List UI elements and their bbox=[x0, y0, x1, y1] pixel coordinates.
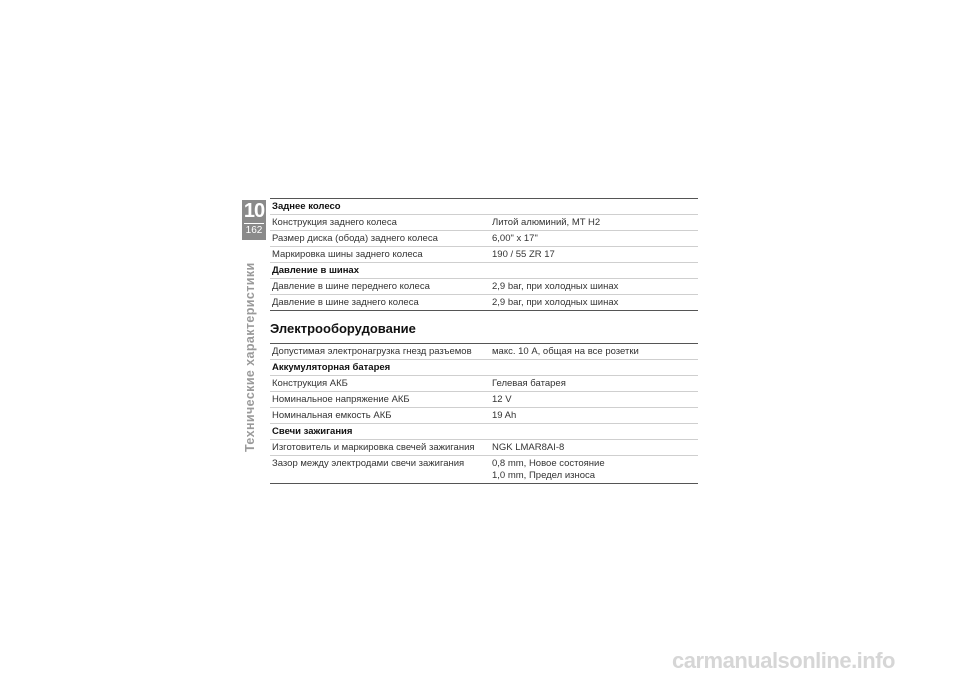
section-title: Заднее колесо bbox=[270, 199, 698, 215]
spec-content bbox=[270, 198, 698, 484]
spec-value: 6,00" x 17" bbox=[490, 231, 698, 247]
section-title: Давление в шинах bbox=[270, 263, 698, 279]
table-row bbox=[270, 231, 698, 247]
spec-value-new: 0,8 mm, Новое состояние bbox=[492, 458, 605, 469]
spec-value-limit: 1,0 mm, Предел износа bbox=[492, 470, 596, 481]
section-header-tire-pressure bbox=[270, 263, 698, 279]
chapter-number: 10 bbox=[243, 200, 265, 222]
spec-value: NGK LMAR8AI-8 bbox=[490, 440, 698, 456]
spec-label: Давление в шине заднего колеса bbox=[270, 295, 490, 311]
rear-wheel-table bbox=[270, 198, 698, 311]
spec-label: Зазор между электродами свечи зажигания bbox=[270, 456, 490, 484]
table-row bbox=[270, 392, 698, 408]
spec-value: макс. 10 A, общая на все розетки bbox=[490, 344, 698, 360]
spec-label: Допустимая электронагрузка гнезд разъемов bbox=[270, 344, 490, 360]
spec-value: Литой алюминий, MT H2 bbox=[490, 215, 698, 231]
spec-label: Номинальная емкость АКБ bbox=[270, 408, 490, 424]
spec-value bbox=[490, 456, 698, 484]
spec-label: Размер диска (обода) заднего колеса bbox=[270, 231, 490, 247]
section-heading-electrical: Электрооборудование bbox=[270, 321, 416, 336]
table-row bbox=[270, 279, 698, 295]
section-header-rear-wheel bbox=[270, 199, 698, 215]
table-row bbox=[270, 295, 698, 311]
table-row bbox=[270, 247, 698, 263]
spec-value: 2,9 bar, при холодных шинах bbox=[490, 295, 698, 311]
table-row bbox=[270, 408, 698, 424]
spec-label: Маркировка шины заднего колеса bbox=[270, 247, 490, 263]
table-row bbox=[270, 440, 698, 456]
spec-value: 19 Ah bbox=[490, 408, 698, 424]
spec-value: 2,9 bar, при холодных шинах bbox=[490, 279, 698, 295]
table-row bbox=[270, 376, 698, 392]
spec-label: Конструкция заднего колеса bbox=[270, 215, 490, 231]
table-row bbox=[270, 215, 698, 231]
electrical-table bbox=[270, 343, 698, 484]
section-title: Аккумуляторная батарея bbox=[270, 360, 698, 376]
section-header-spark-plugs bbox=[270, 424, 698, 440]
chapter-title: Технические характеристики bbox=[243, 262, 257, 452]
spec-value: Гелевая батарея bbox=[490, 376, 698, 392]
spec-label: Номинальное напряжение АКБ bbox=[270, 392, 490, 408]
section-header-battery bbox=[270, 360, 698, 376]
spec-value: 12 V bbox=[490, 392, 698, 408]
spec-value: 190 / 55 ZR 17 bbox=[490, 247, 698, 263]
table-row bbox=[270, 456, 698, 484]
chapter-tab bbox=[242, 200, 266, 240]
table-row bbox=[270, 344, 698, 360]
watermark-text: carmanualsonline.info bbox=[672, 648, 895, 673]
page-number: 162 bbox=[245, 225, 263, 236]
section-title: Свечи зажигания bbox=[270, 424, 698, 440]
spec-label: Давление в шине переднего колеса bbox=[270, 279, 490, 295]
spec-label: Конструкция АКБ bbox=[270, 376, 490, 392]
spec-label: Изготовитель и маркировка свечей зажигания bbox=[270, 440, 490, 456]
